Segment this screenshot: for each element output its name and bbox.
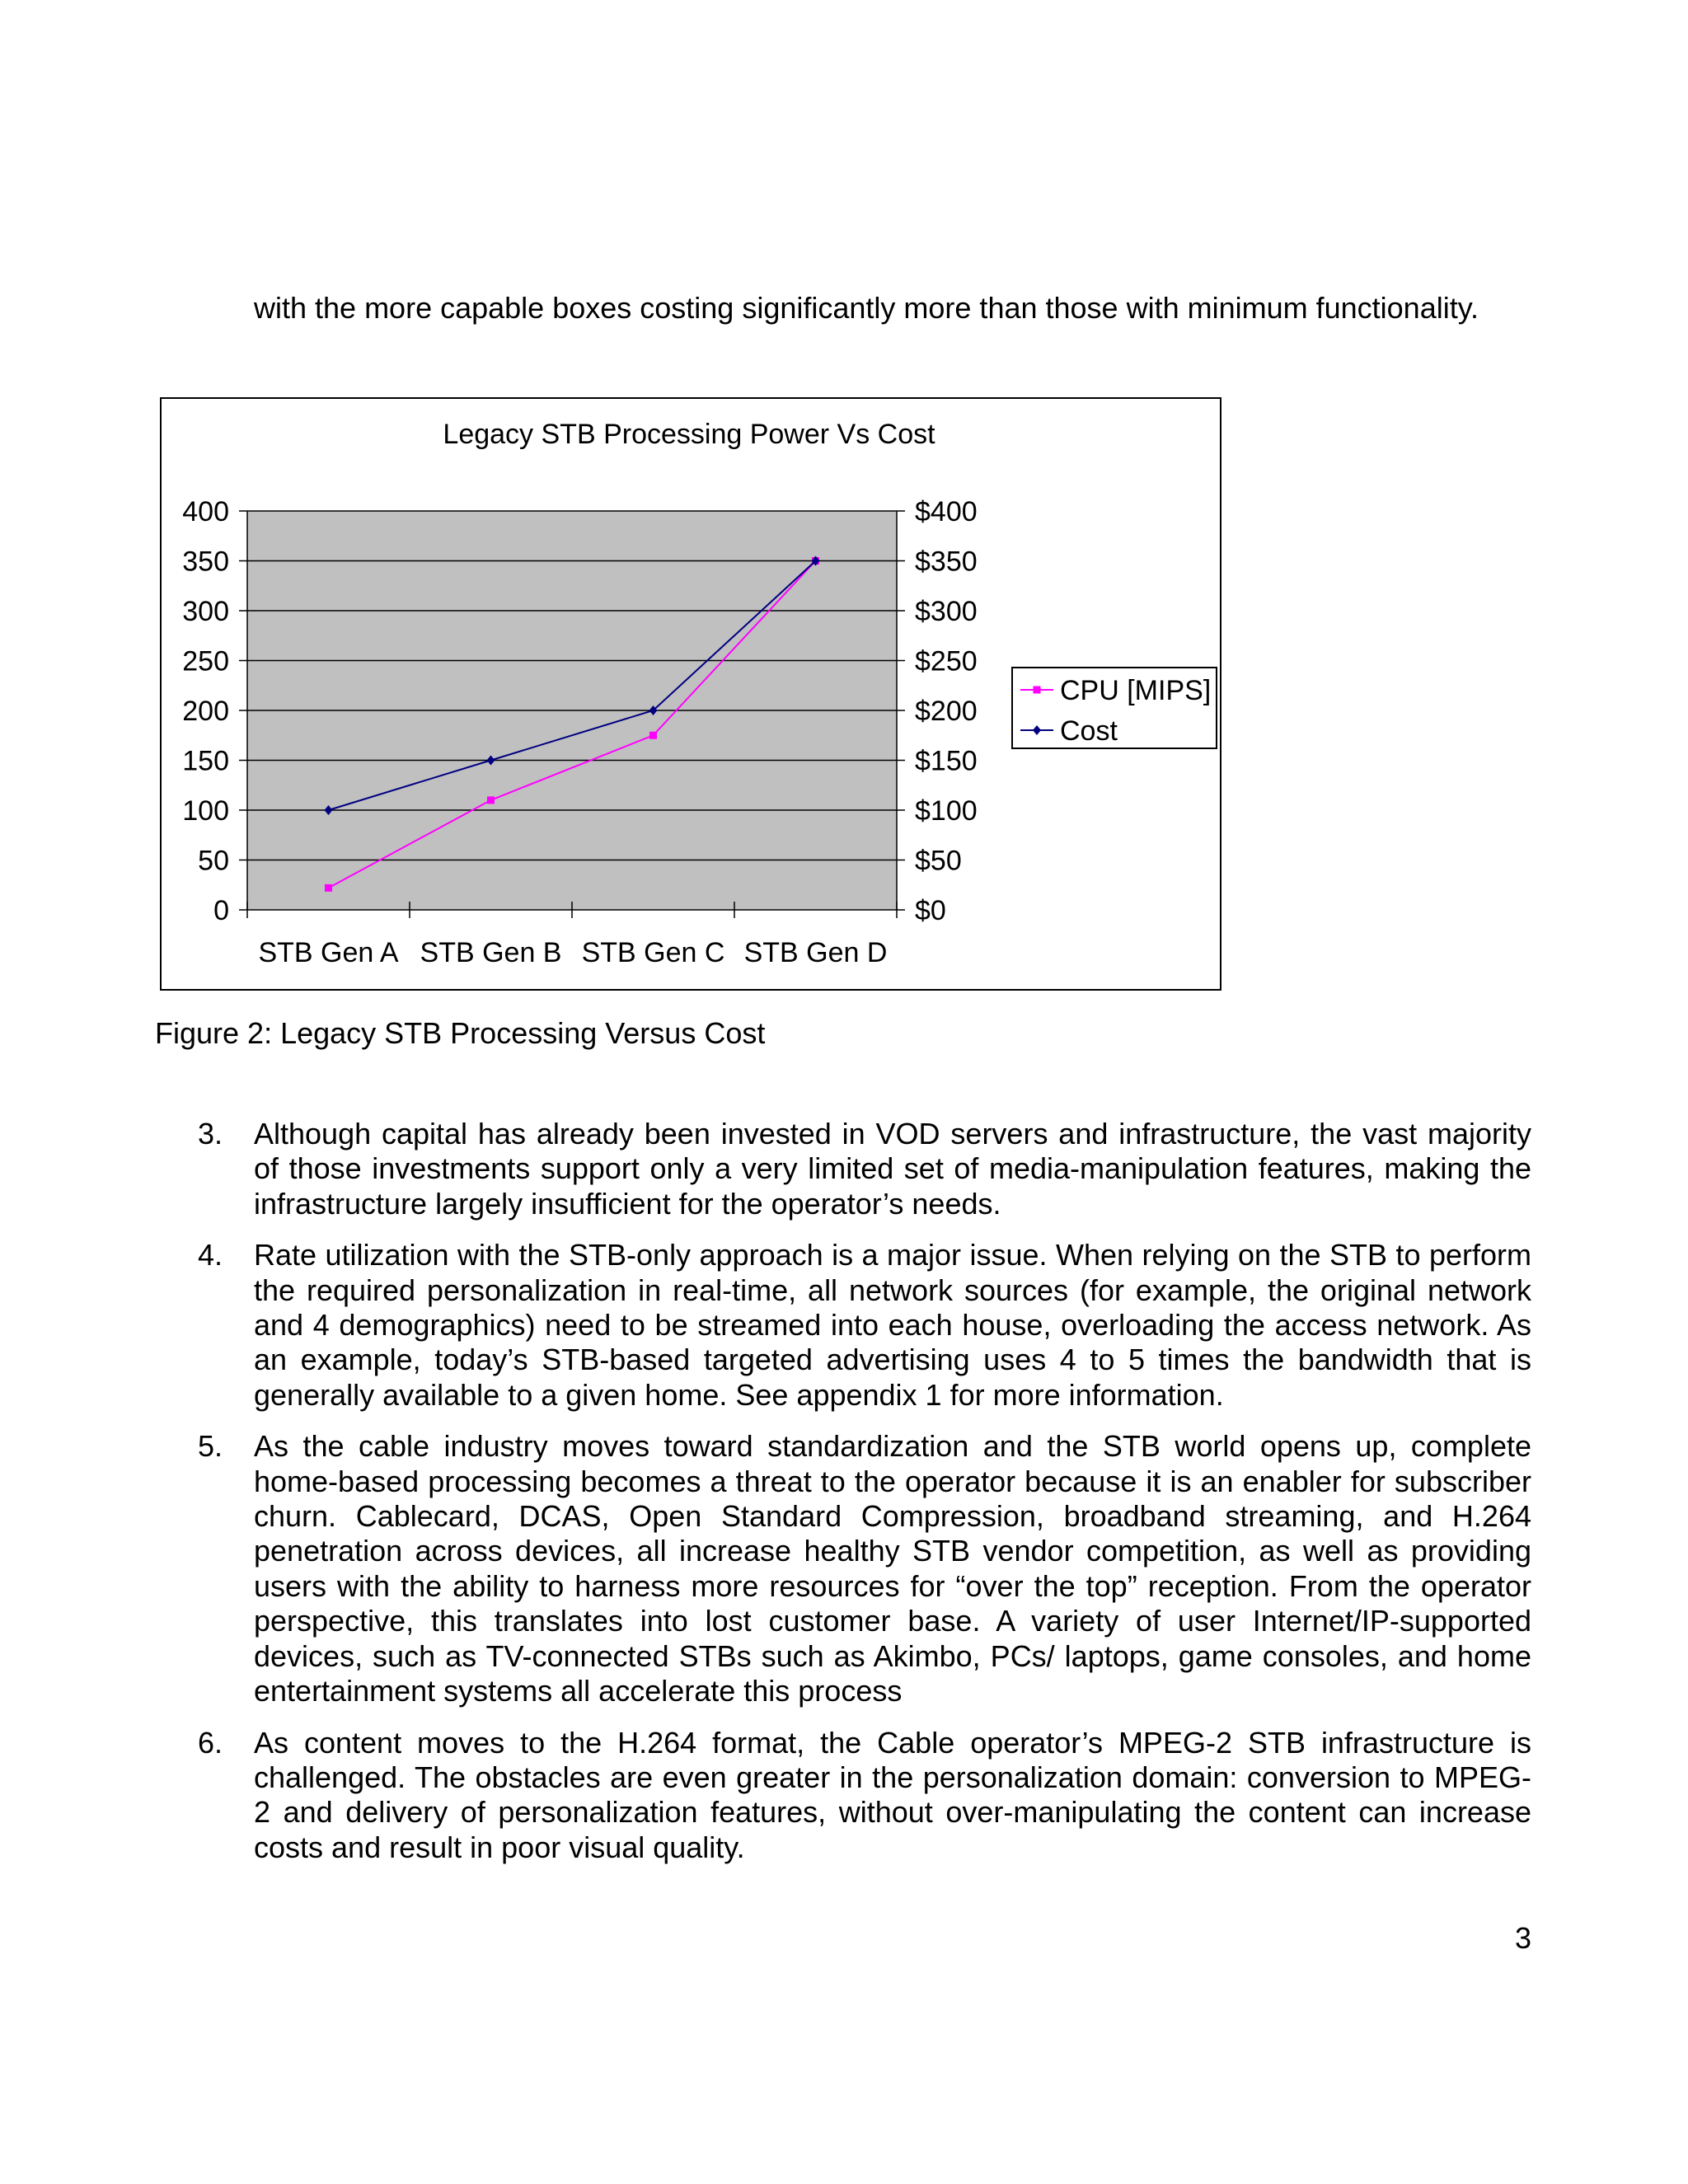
y2-tick-label: $0	[915, 895, 946, 926]
legend-label: CPU [MIPS]	[1060, 675, 1212, 706]
list-item-number: 3.	[198, 1117, 223, 1151]
y-tick-label: 250	[182, 645, 229, 677]
y-tick-label: 400	[182, 496, 229, 527]
numbered-list	[198, 1117, 1531, 1882]
y2-tick-label: $350	[915, 546, 978, 578]
list-item-text: As the cable industry moves toward standardization and the STB world opens up, complete home-based processing becomes a threat to the operator because it is an enabler for subscriber churn. Cablecard, DCAS, Open Standard Compression, broadband streaming, and H.264 penetration across devices, all increase healthy STB vendor competition, as well as providing users with the ability to harness more resources for “over the top” reception. From the operator perspective, this translates into lost customer base. A variety of user Internet/IP-supported devices, such as TV-connected STBs such as Akimbo, PCs/ laptops, game consoles, and home entertainment systems all accelerate this process	[254, 1429, 1531, 1708]
list-item	[198, 1429, 1531, 1708]
list-item-text: Although capital has already been invested in VOD servers and infrastructure, the vast majority of those investments support only a very limited set of media-manipulation features, making the infrastructure largely insufficient for the operator’s needs.	[254, 1117, 1531, 1221]
data-point-cpu-mips	[487, 796, 495, 804]
list-item-text: Rate utilization with the STB-only approach is a major issue. When relying on the STB to perform the required personalization in real-time, all network sources (for example, the original network and 4 demographics) need to be streamed into each house, overloading the access network. As an example, today’s STB-based targeted advertising uses 4 to 5 times the bandwidth that is generally available to a given home. See appendix 1 for more information.	[254, 1238, 1531, 1412]
y-tick-label: 350	[182, 546, 229, 578]
intro-paragraph: with the more capable boxes costing significantly more than those with minimum functionality.	[254, 291, 1479, 325]
y-tick-label: 50	[198, 845, 229, 877]
y-tick-label: 0	[213, 895, 229, 926]
list-item-number: 5.	[198, 1429, 223, 1464]
y-tick-label: 300	[182, 596, 229, 627]
line-chart	[162, 399, 1220, 989]
list-item-number: 6.	[198, 1725, 223, 1760]
list-item	[198, 1117, 1531, 1221]
x-tick-label: STB Gen C	[581, 937, 725, 968]
y2-tick-label: $200	[915, 696, 978, 727]
y2-tick-label: $100	[915, 795, 978, 827]
y-tick-label: 100	[182, 795, 229, 827]
x-tick-label: STB Gen B	[420, 937, 562, 968]
y-tick-label: 150	[182, 745, 229, 777]
y-tick-label: 200	[182, 696, 229, 727]
list-item	[198, 1238, 1531, 1413]
list-item-number: 4.	[198, 1238, 223, 1272]
list-item	[198, 1726, 1531, 1866]
y2-tick-label: $250	[915, 645, 978, 677]
y2-tick-label: $300	[915, 596, 978, 627]
legend-marker-cpu-mips	[1034, 687, 1041, 694]
y2-tick-label: $50	[915, 845, 962, 877]
legend-label: Cost	[1060, 715, 1118, 747]
data-point-cpu-mips	[325, 884, 332, 892]
data-point-cpu-mips	[649, 732, 657, 739]
x-tick-label: STB Gen A	[258, 937, 399, 968]
figure-caption: Figure 2: Legacy STB Processing Versus Cost	[155, 1016, 766, 1050]
chart-frame	[160, 397, 1221, 991]
list-item-text: As content moves to the H.264 format, the Cable operator’s MPEG-2 STB infrastructure is challenged. The obstacles are even greater in the personalization domain: conversion to MPEG-2 and delivery of personalization features, without over-manipulating the content can increase costs and result in poor visual quality.	[254, 1725, 1531, 1864]
y2-tick-label: $150	[915, 745, 978, 777]
x-tick-label: STB Gen D	[743, 937, 888, 968]
y2-tick-label: $400	[915, 496, 978, 527]
chart-title: Legacy STB Processing Power Vs Cost	[443, 419, 935, 450]
page-number: 3	[1514, 1921, 1531, 1955]
